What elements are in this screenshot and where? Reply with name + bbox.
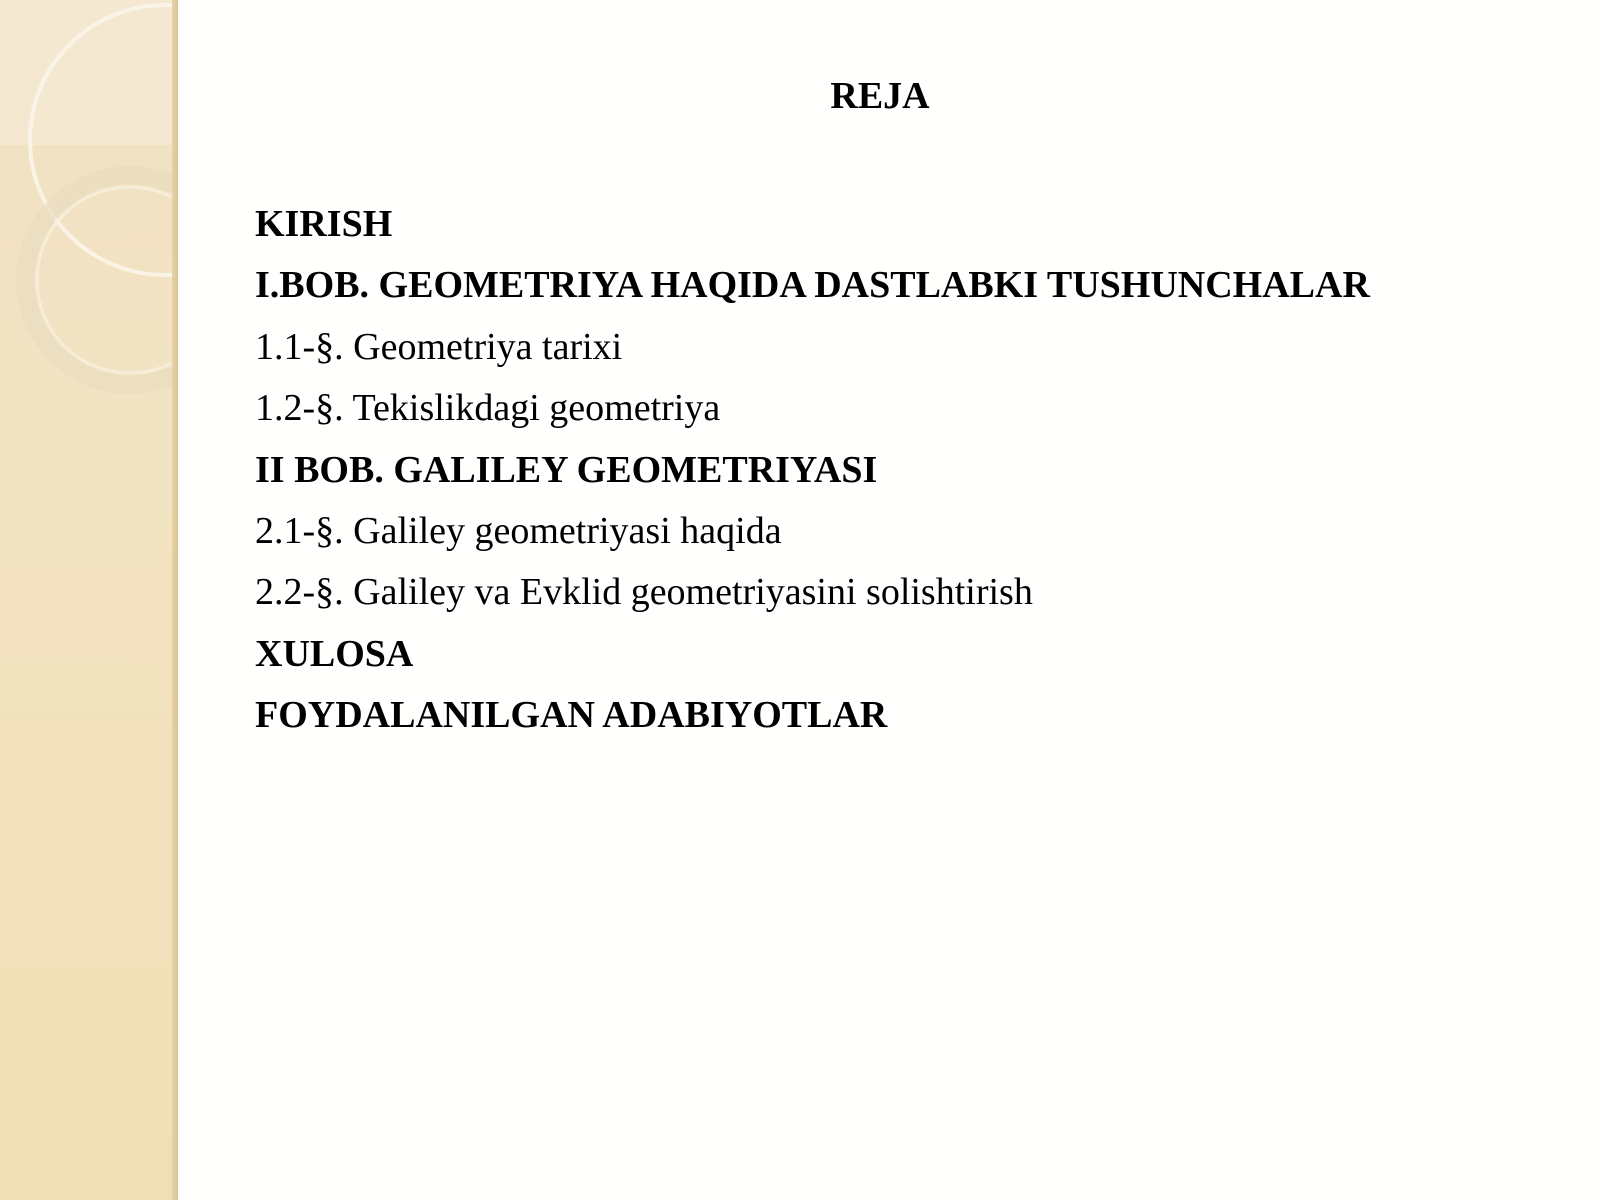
plan-item-xulosa: XULOSA [255,632,414,675]
plan-item-section-2-1: 2.1-§. Galiley geometriyasi haqida [255,509,782,552]
slide-content [255,0,1555,1200]
plan-item-section-1-1: 1.1-§. Geometriya tarixi [255,325,623,368]
plan-item-section-1-2: 1.2-§. Tekislikdagi geometriya [255,387,721,430]
plan-item-kirish: KIRISH [255,203,393,245]
plan-list [255,194,1370,747]
side-panel-edge [172,0,178,1200]
plan-item-chapter-1: I.BOB. GEOMETRIYA HAQIDA DASTLABKI TUSHUNCHALAR [255,264,1370,307]
decorative-circles-graphic [0,0,178,1200]
plan-item-section-2-2: 2.2-§. Galiley va Evklid geometriyasini solishtirish [255,571,1033,614]
plan-item-references: FOYDALANILGAN ADABIYOTLAR [255,694,888,737]
decorative-side-panel [0,0,178,1200]
slide-title: REJA [830,75,930,117]
plan-item-chapter-2: II BOB. GALILEY GEOMETRIYASI [255,448,878,491]
